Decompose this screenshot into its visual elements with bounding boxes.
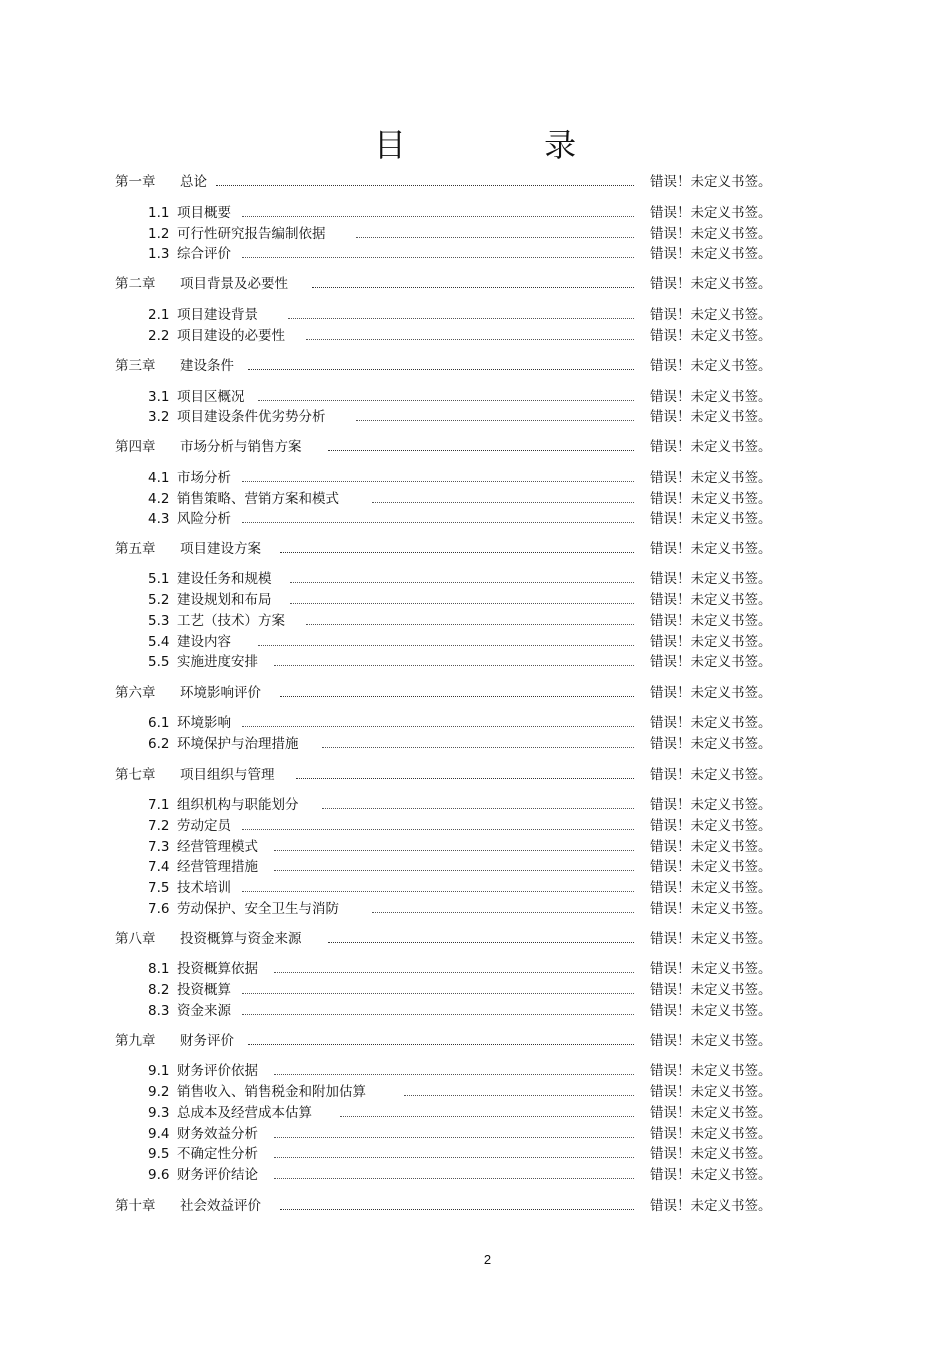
toc-entry-number: 3.1	[148, 389, 170, 405]
toc-page-ref: 错误！未定义书签。	[650, 818, 772, 834]
toc-entry-title: 技术培训	[177, 880, 231, 896]
toc-page-ref: 错误！未定义书签。	[650, 205, 772, 221]
toc-entry-number: 8.1	[148, 961, 170, 977]
page-title: 目 录	[373, 126, 641, 164]
toc-chapter-row	[0, 172, 950, 192]
toc-entry-title: 财务评价依据	[177, 1063, 258, 1079]
toc-entry-number: 5.5	[148, 654, 170, 670]
toc-page-ref: 错误！未定义书签。	[650, 592, 772, 608]
toc-entry-title: 劳动保护、安全卫生与消防	[177, 901, 339, 917]
toc-page-ref: 错误！未定义书签。	[650, 541, 772, 557]
toc-entry-number: 1.3	[148, 246, 170, 262]
toc-page-ref: 错误！未定义书签。	[650, 276, 772, 292]
toc-dot-leader	[274, 1157, 634, 1158]
toc-entry-number: 5.4	[148, 634, 170, 650]
toc-entry-title: 环境保护与治理措施	[177, 736, 299, 752]
toc-section-row	[0, 590, 950, 610]
toc-section-row	[0, 1165, 950, 1185]
toc-page-ref: 错误！未定义书签。	[650, 634, 772, 650]
toc-section-row	[0, 816, 950, 836]
toc-dot-leader	[242, 216, 634, 217]
toc-entry-number: 3.2	[148, 409, 170, 425]
toc-dot-leader	[296, 778, 634, 779]
toc-page-ref: 错误！未定义书签。	[650, 797, 772, 813]
toc-section-row	[0, 632, 950, 652]
toc-entry-title: 社会效益评价	[180, 1198, 261, 1214]
toc-page-ref: 错误！未定义书签。	[650, 880, 772, 896]
toc-entry-number: 7.1	[148, 797, 170, 813]
toc-section-row	[0, 734, 950, 754]
toc-section-row	[0, 959, 950, 979]
toc-entry-number: 2.1	[148, 307, 170, 323]
toc-section-row	[0, 489, 950, 509]
toc-dot-leader	[328, 450, 634, 451]
toc-dot-leader	[280, 552, 634, 553]
toc-page-ref: 错误！未定义书签。	[650, 328, 772, 344]
toc-dot-leader	[242, 993, 634, 994]
toc-entry-number: 第六章	[115, 685, 156, 701]
toc-page-ref: 错误！未定义书签。	[650, 736, 772, 752]
toc-dot-leader	[274, 870, 634, 871]
toc-page-ref: 错误！未定义书签。	[650, 1063, 772, 1079]
toc-entry-number: 第五章	[115, 541, 156, 557]
toc-entry-number: 7.5	[148, 880, 170, 896]
toc-entry-number: 1.2	[148, 226, 170, 242]
toc-page-ref: 错误！未定义书签。	[650, 307, 772, 323]
toc-entry-number: 5.1	[148, 571, 170, 587]
toc-dot-leader	[340, 1116, 634, 1117]
toc-section-row	[0, 305, 950, 325]
toc-entry-number: 7.6	[148, 901, 170, 917]
toc-entry-title: 可行性研究报告编制依据	[177, 226, 326, 242]
toc-page-ref: 错误！未定义书签。	[650, 439, 772, 455]
toc-entry-title: 项目建设背景	[177, 307, 258, 323]
toc-dot-leader	[306, 339, 634, 340]
toc-section-row	[0, 326, 950, 346]
toc-chapter-row	[0, 437, 950, 457]
toc-page-ref: 错误！未定义书签。	[650, 511, 772, 527]
toc-page-ref: 错误！未定义书签。	[650, 839, 772, 855]
toc-entry-number: 6.2	[148, 736, 170, 752]
toc-chapter-row	[0, 1196, 950, 1216]
toc-dot-leader	[288, 318, 634, 319]
toc-dot-leader	[274, 665, 634, 666]
toc-dot-leader	[274, 850, 634, 851]
toc-section-row	[0, 878, 950, 898]
toc-chapter-row	[0, 929, 950, 949]
toc-entry-number: 4.2	[148, 491, 170, 507]
toc-entry-title: 财务评价结论	[177, 1167, 258, 1183]
toc-dot-leader	[242, 726, 634, 727]
toc-page-ref: 错误！未定义书签。	[650, 1167, 772, 1183]
toc-entry-title: 销售策略、营销方案和模式	[177, 491, 339, 507]
toc-entry-number: 第二章	[115, 276, 156, 292]
toc-dot-leader	[242, 891, 634, 892]
toc-dot-leader	[248, 369, 634, 370]
toc-section-row	[0, 1103, 950, 1123]
toc-entry-title: 项目背景及必要性	[180, 276, 288, 292]
toc-page-ref: 错误！未定义书签。	[650, 246, 772, 262]
toc-entry-number: 8.2	[148, 982, 170, 998]
toc-section-row	[0, 1144, 950, 1164]
toc-dot-leader	[404, 1095, 634, 1096]
toc-dot-leader	[328, 942, 634, 943]
toc-page-ref: 错误！未定义书签。	[650, 491, 772, 507]
toc-entry-title: 投资概算	[177, 982, 231, 998]
toc-section-row	[0, 795, 950, 815]
toc-entry-title: 项目区概况	[177, 389, 245, 405]
toc-entry-title: 建设规划和布局	[177, 592, 272, 608]
toc-dot-leader	[322, 808, 634, 809]
toc-entry-number: 9.3	[148, 1105, 170, 1121]
toc-entry-title: 投资概算与资金来源	[180, 931, 302, 947]
toc-entry-number: 7.2	[148, 818, 170, 834]
toc-section-row	[0, 713, 950, 733]
toc-dot-leader	[322, 747, 634, 748]
toc-entry-title: 经营管理模式	[177, 839, 258, 855]
toc-page-ref: 错误！未定义书签。	[650, 1105, 772, 1121]
toc-dot-leader	[242, 257, 634, 258]
toc-page-ref: 错误！未定义书签。	[650, 767, 772, 783]
toc-page-ref: 错误！未定义书签。	[650, 1146, 772, 1162]
toc-section-row	[0, 1082, 950, 1102]
toc-dot-leader	[274, 1074, 634, 1075]
toc-section-row	[0, 387, 950, 407]
toc-section-row	[0, 203, 950, 223]
toc-entry-number: 2.2	[148, 328, 170, 344]
toc-section-row	[0, 1001, 950, 1021]
toc-entry-title: 实施进度安排	[177, 654, 258, 670]
toc-section-row	[0, 224, 950, 244]
toc-page-ref: 错误！未定义书签。	[650, 226, 772, 242]
toc-page-ref: 错误！未定义书签。	[650, 685, 772, 701]
toc-chapter-row	[0, 683, 950, 703]
toc-chapter-row	[0, 274, 950, 294]
toc-section-row	[0, 569, 950, 589]
toc-entry-title: 建设任务和规模	[177, 571, 272, 587]
toc-entry-number: 5.2	[148, 592, 170, 608]
toc-dot-leader	[290, 582, 634, 583]
toc-page-ref: 错误！未定义书签。	[650, 571, 772, 587]
toc-entry-number: 6.1	[148, 715, 170, 731]
toc-dot-leader	[306, 624, 634, 625]
toc-page-ref: 错误！未定义书签。	[650, 389, 772, 405]
toc-page-ref: 错误！未定义书签。	[650, 931, 772, 947]
toc-dot-leader	[242, 481, 634, 482]
toc-page-ref: 错误！未定义书签。	[650, 982, 772, 998]
toc-entry-number: 第三章	[115, 358, 156, 374]
toc-entry-title: 市场分析	[177, 470, 231, 486]
toc-entry-number: 第一章	[115, 174, 156, 190]
toc-entry-title: 不确定性分析	[177, 1146, 258, 1162]
toc-page-ref: 错误！未定义书签。	[650, 654, 772, 670]
toc-dot-leader	[372, 502, 634, 503]
toc-entry-number: 9.5	[148, 1146, 170, 1162]
toc-section-row	[0, 980, 950, 1000]
toc-entry-title: 财务评价	[180, 1033, 234, 1049]
toc-dot-leader	[280, 1209, 634, 1210]
toc-entry-title: 风险分析	[177, 511, 231, 527]
toc-entry-number: 第九章	[115, 1033, 156, 1049]
toc-entry-title: 销售收入、销售税金和附加估算	[177, 1084, 366, 1100]
toc-page-ref: 错误！未定义书签。	[650, 1126, 772, 1142]
toc-chapter-row	[0, 1031, 950, 1051]
toc-entry-number: 9.6	[148, 1167, 170, 1183]
toc-dot-leader	[312, 287, 634, 288]
toc-entry-number: 1.1	[148, 205, 170, 221]
toc-dot-leader	[258, 400, 634, 401]
toc-dot-leader	[274, 972, 634, 973]
toc-dot-leader	[242, 829, 634, 830]
toc-page-ref: 错误！未定义书签。	[650, 1033, 772, 1049]
toc-page-ref: 错误！未定义书签。	[650, 961, 772, 977]
toc-page-ref: 错误！未定义书签。	[650, 358, 772, 374]
toc-entry-title: 总论	[180, 174, 207, 190]
toc-chapter-row	[0, 539, 950, 559]
toc-entry-title: 项目概要	[177, 205, 231, 221]
toc-page-ref: 错误！未定义书签。	[650, 1198, 772, 1214]
toc-section-row	[0, 407, 950, 427]
toc-entry-number: 第十章	[115, 1198, 156, 1214]
toc-section-row	[0, 611, 950, 631]
toc-entry-title: 财务效益分析	[177, 1126, 258, 1142]
toc-entry-number: 4.1	[148, 470, 170, 486]
toc-entry-title: 环境影响评价	[180, 685, 261, 701]
toc-dot-leader	[242, 522, 634, 523]
toc-entry-title: 组织机构与职能划分	[177, 797, 299, 813]
toc-dot-leader	[356, 420, 634, 421]
toc-entry-title: 综合评价	[177, 246, 231, 262]
toc-page-ref: 错误！未定义书签。	[650, 470, 772, 486]
toc-section-row	[0, 244, 950, 264]
toc-section-row	[0, 899, 950, 919]
toc-entry-number: 7.4	[148, 859, 170, 875]
toc-page-ref: 错误！未定义书签。	[650, 715, 772, 731]
toc-entry-title: 项目组织与管理	[180, 767, 275, 783]
toc-page-ref: 错误！未定义书签。	[650, 613, 772, 629]
toc-page-ref: 错误！未定义书签。	[650, 901, 772, 917]
toc-chapter-row	[0, 356, 950, 376]
toc-section-row	[0, 1061, 950, 1081]
toc-entry-title: 总成本及经营成本估算	[177, 1105, 312, 1121]
toc-entry-title: 项目建设的必要性	[177, 328, 285, 344]
toc-section-row	[0, 468, 950, 488]
toc-entry-number: 第八章	[115, 931, 156, 947]
toc-page-ref: 错误！未定义书签。	[650, 1003, 772, 1019]
toc-dot-leader	[356, 237, 634, 238]
toc-entry-number: 第七章	[115, 767, 156, 783]
toc-entry-number: 9.4	[148, 1126, 170, 1142]
toc-entry-number: 9.1	[148, 1063, 170, 1079]
toc-page-ref: 错误！未定义书签。	[650, 1084, 772, 1100]
toc-dot-leader	[258, 645, 634, 646]
toc-entry-title: 工艺（技术）方案	[177, 613, 285, 629]
toc-entry-title: 建设内容	[177, 634, 231, 650]
toc-entry-title: 环境影响	[177, 715, 231, 731]
toc-entry-number: 8.3	[148, 1003, 170, 1019]
toc-entry-number: 5.3	[148, 613, 170, 629]
toc-entry-title: 经营管理措施	[177, 859, 258, 875]
toc-entry-title: 建设条件	[180, 358, 234, 374]
toc-section-row	[0, 837, 950, 857]
toc-dot-leader	[248, 1044, 634, 1045]
toc-entry-title: 劳动定员	[177, 818, 231, 834]
toc-entry-title: 资金来源	[177, 1003, 231, 1019]
toc-section-row	[0, 857, 950, 877]
toc-entry-title: 投资概算依据	[177, 961, 258, 977]
toc-dot-leader	[216, 185, 634, 186]
toc-page-ref: 错误！未定义书签。	[650, 409, 772, 425]
toc-entry-title: 项目建设条件优劣势分析	[177, 409, 326, 425]
toc-section-row	[0, 652, 950, 672]
toc-section-row	[0, 509, 950, 529]
toc-page-ref: 错误！未定义书签。	[650, 174, 772, 190]
toc-dot-leader	[372, 912, 634, 913]
toc-dot-leader	[290, 603, 634, 604]
toc-dot-leader	[274, 1178, 634, 1179]
toc-chapter-row	[0, 765, 950, 785]
toc-dot-leader	[280, 696, 634, 697]
toc-dot-leader	[274, 1137, 634, 1138]
toc-entry-number: 7.3	[148, 839, 170, 855]
toc-dot-leader	[242, 1014, 634, 1015]
toc-entry-number: 第四章	[115, 439, 156, 455]
toc-entry-title: 项目建设方案	[180, 541, 261, 557]
toc-page-ref: 错误！未定义书签。	[650, 859, 772, 875]
toc-entry-number: 9.2	[148, 1084, 170, 1100]
toc-section-row	[0, 1124, 950, 1144]
toc-entry-number: 4.3	[148, 511, 170, 527]
toc-entry-title: 市场分析与销售方案	[180, 439, 302, 455]
page-number: 2	[483, 1252, 492, 1267]
